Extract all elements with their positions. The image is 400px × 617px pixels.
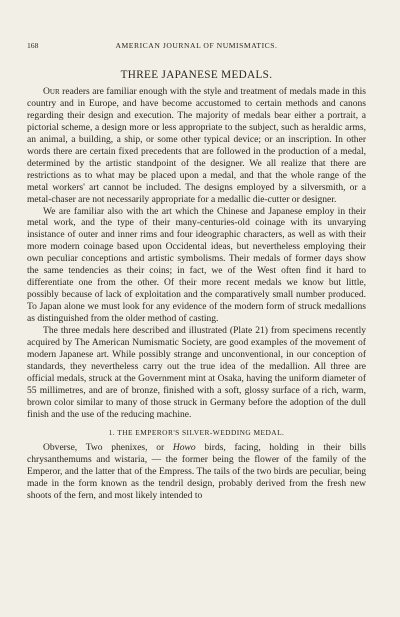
paragraph-4-italic: Howo <box>172 441 196 453</box>
paragraph-1 <box>27 86 366 206</box>
page-number: 168 <box>27 41 39 50</box>
paragraph-1-lead: Our <box>43 86 60 97</box>
paragraph-1-text: readers are familiar enough with the style and treatment of medals made in this country and in Europe, and have become accustomed to certain methods and canons regarding their design and execution. The majority of medals bear either a portrait, a pictorial scheme, a design more or less appropriate to the subject, such as heraldic arms, an animal, a building, a ship, or some other typical device; or an inscription. In other words there are certain fixed precedents that are followed in the production of a medal, determined by the artistic standpoint of the designer. We all realize that there are restrictions as to what may be placed upon a medal, and that the whole range of the metal workers' art cannot be included. The designs employed by a silversmith, or a metal-chaser are not necessarily appropriate for a medallic die-cutter or designer. <box>27 86 366 205</box>
running-head <box>27 40 366 52</box>
article-title: THREE JAPANESE MEDALS. <box>120 69 273 81</box>
paragraph-4-start: Obverse, Two phenixes, or <box>43 441 173 453</box>
journal-title: AMERICAN JOURNAL OF NUMISMATICS. <box>115 41 278 50</box>
paragraph-3: The three medals here described and illustrated (Plate 21) from specimens recently acquired by The American Numismatic Society, are good examples of the movement of modern Japanese art. While possibly strange and unconventional, in our conception of standards, they nevertheless carry out the true idea of the medallion. All three are official medals, struck at the Government mint at Osaka, having the uniform diameter of 55 millimetres, and are of bronze, finished with a soft, glossy surface of a rich, warm, brown color similar to many of those struck in Germany before the adoption of the dull finish and the use of the reducing machine. <box>27 325 366 420</box>
paragraph-4-rest: birds, facing, holding in their bills chrysanthemums and wistaria, — the former being the flower of the family of the Emperor, and the latter that of the Empress. The tails of the two birds are peculiar, being made in the form known as the tendril design, probably derived from the fresh new shoots of the fern, and most likely intended to <box>27 441 366 501</box>
paragraph-4 <box>27 442 366 502</box>
paragraph-2: We are familiar also with the art which the Chinese and Japanese employ in their metal work, and the type of their many-centuries-old coinage with its unvarying insistance of outer and inner rims and four ideographic characters, as well as with their more modern coinage based upon Occidental ideas, but nevertheless employing their own peculiar conceptions and artistic symbolisms. Their medals of former days show the same tendencies as their coins; in fact, we of the West often find it hard to differentiate one from the other. Of their more recent medals we know but little, possibly because of lack of exploitation and the comparatively small number produced. To Japan alone we must look for any evidence of the modern form of struck medallions as distinguished from the older method of casting. <box>27 205 366 325</box>
section-heading: 1. THE EMPEROR'S SILVER-WEDDING MEDAL. <box>108 427 285 437</box>
